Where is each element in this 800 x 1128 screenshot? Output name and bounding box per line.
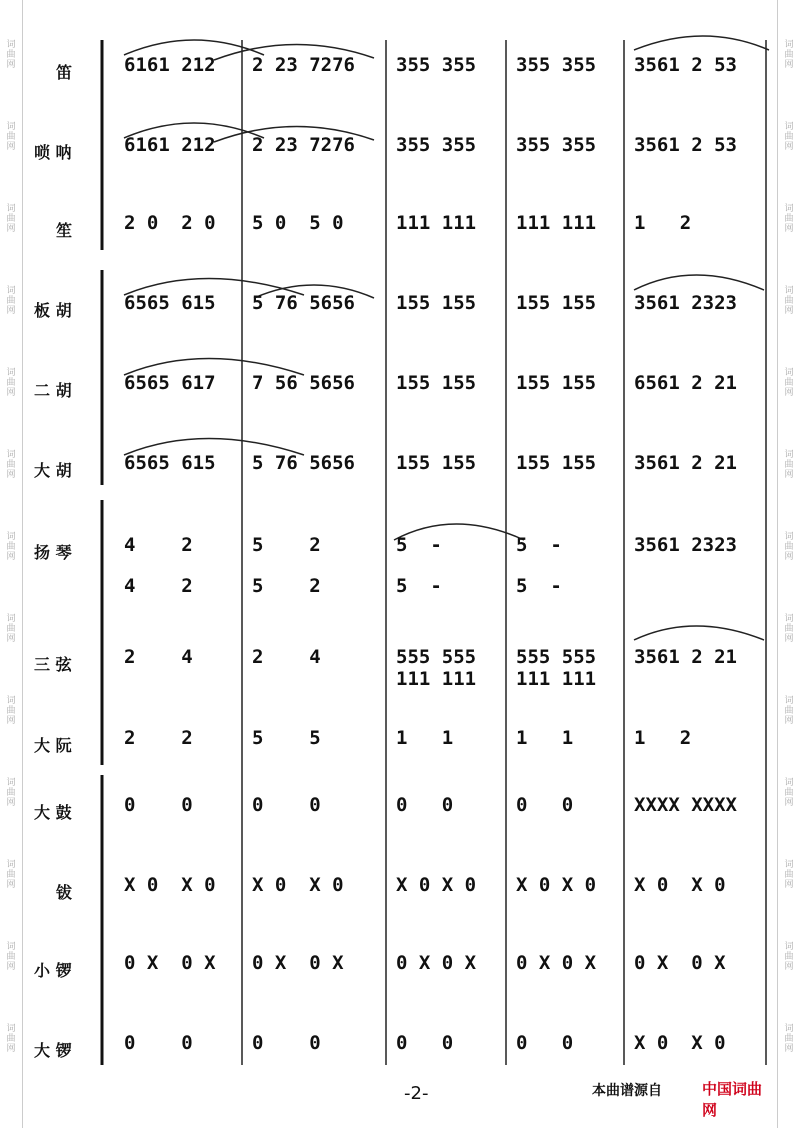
measure-cell: 1 2 xyxy=(634,727,692,749)
instrument-name: 大 鼓 xyxy=(34,803,72,822)
watermark-text: 词 曲 网 xyxy=(6,1024,16,1054)
measure-cell: 0 X 0 X xyxy=(124,952,216,974)
measure-cell: 5 76 5656 xyxy=(252,292,355,314)
right-watermark-strip xyxy=(777,0,800,1128)
measure-cell: 2 23 7276 xyxy=(252,54,355,76)
page-number: -2- xyxy=(404,1083,429,1104)
instrument-name: 板 胡 xyxy=(34,301,72,320)
watermark-text: 词 曲 网 xyxy=(784,942,794,972)
measure-cell: 2 23 7276 xyxy=(252,134,355,156)
measure-cell: 355 355 xyxy=(516,54,597,76)
measure-cell: 6565 615 xyxy=(124,292,216,314)
watermark-text: 词 曲 网 xyxy=(784,778,794,808)
source-label: 本曲谱源自 xyxy=(592,1083,662,1099)
watermark-text: 词 曲 网 xyxy=(6,204,16,234)
instrument-name: 三 弦 xyxy=(34,655,72,674)
measure-cell: X 0 X 0 xyxy=(634,874,726,896)
score-page xyxy=(24,0,776,1128)
measure-cell: XXXX XXXX xyxy=(634,794,737,816)
measure-cell: 4 2 xyxy=(124,534,193,556)
measure-cell: 355 355 xyxy=(396,54,477,76)
measure-cell: 155 155 xyxy=(516,452,597,474)
watermark-text: 词 曲 网 xyxy=(6,696,16,726)
measure-cell: 7 56 5656 xyxy=(252,372,355,394)
yangqin-lower-cell: 4 2 xyxy=(124,575,193,597)
watermark-text: 词 曲 网 xyxy=(6,532,16,562)
instrument-name: 扬 琴 xyxy=(34,543,72,562)
watermark-text: 词 曲 网 xyxy=(784,614,794,644)
watermark-text: 词 曲 网 xyxy=(784,696,794,726)
watermark-text: 词 曲 网 xyxy=(6,450,16,480)
measure-cell: 0 0 xyxy=(124,794,193,816)
measure-cell: X 0 X 0 xyxy=(396,874,477,896)
measure-cell: 2 0 2 0 xyxy=(124,212,216,234)
watermark-text: 词 曲 网 xyxy=(784,368,794,398)
measure-cell: X 0 X 0 xyxy=(634,1032,726,1054)
sanxian-lower-cell: 111 111 xyxy=(396,668,477,690)
measure-cell: 5 76 5656 xyxy=(252,452,355,474)
measure-cell: 155 155 xyxy=(516,292,597,314)
watermark-text: 词 曲 网 xyxy=(6,860,16,890)
measure-cell: X 0 X 0 xyxy=(252,874,344,896)
measure-cell: 3561 2 53 xyxy=(634,134,737,156)
measure-cell: 0 X 0 X xyxy=(634,952,726,974)
measure-cell: 1 1 xyxy=(516,727,574,749)
watermark-text: 词 曲 网 xyxy=(784,204,794,234)
instrument-name: 小 锣 xyxy=(34,961,72,980)
yangqin-lower-cell: 5 - xyxy=(516,575,562,597)
measure-cell: 3561 2 21 xyxy=(634,646,737,668)
measure-cell: 0 0 xyxy=(252,1032,321,1054)
watermark-text: 词 曲 网 xyxy=(6,942,16,972)
watermark-text: 词 曲 网 xyxy=(784,40,794,70)
measure-cell: 155 155 xyxy=(396,292,477,314)
instrument-name: 大 阮 xyxy=(34,736,72,755)
yangqin-lower-cell: 5 - xyxy=(396,575,442,597)
measure-cell: 6565 615 xyxy=(124,452,216,474)
measure-cell: 0 0 xyxy=(516,1032,574,1054)
measure-cell: 5 0 5 0 xyxy=(252,212,344,234)
watermark-text: 词 曲 网 xyxy=(784,122,794,152)
instrument-name: 笙 xyxy=(56,221,73,240)
measure-cell: 0 0 xyxy=(396,1032,454,1054)
watermark-text: 词 曲 网 xyxy=(6,40,16,70)
instrument-name: 钹 xyxy=(56,883,73,902)
watermark-text: 词 曲 网 xyxy=(6,614,16,644)
measure-cell: 3561 2 21 xyxy=(634,452,737,474)
measure-cell: 5 - xyxy=(516,534,562,556)
watermark-text: 词 曲 网 xyxy=(6,778,16,808)
watermark-text: 词 曲 网 xyxy=(784,286,794,316)
measure-cell: 155 155 xyxy=(396,452,477,474)
watermark-text: 词 曲 网 xyxy=(784,532,794,562)
instrument-name: 笛 xyxy=(56,63,73,82)
watermark-text: 词 曲 网 xyxy=(6,368,16,398)
measure-cell: 0 X 0 X xyxy=(396,952,477,974)
measure-cell: 3561 2323 xyxy=(634,534,737,556)
measure-cell: 111 111 xyxy=(396,212,477,234)
measure-cell: 355 355 xyxy=(516,134,597,156)
measure-cell: 155 155 xyxy=(396,372,477,394)
measure-cell: 6161 212 xyxy=(124,54,216,76)
measure-cell: 0 0 xyxy=(516,794,574,816)
measure-cell: 5 2 xyxy=(252,534,321,556)
left-watermark-strip xyxy=(0,0,23,1128)
measure-cell: 155 155 xyxy=(516,372,597,394)
watermark-text: 词 曲 网 xyxy=(784,450,794,480)
yangqin-lower-cell: 5 2 xyxy=(252,575,321,597)
measure-cell: X 0 X 0 xyxy=(124,874,216,896)
measure-cell: 0 X 0 X xyxy=(516,952,597,974)
instrument-name: 唢 呐 xyxy=(34,143,72,162)
watermark-text: 词 曲 网 xyxy=(784,860,794,890)
instrument-name: 二 胡 xyxy=(34,381,72,400)
measure-cell: X 0 X 0 xyxy=(516,874,597,896)
measure-cell: 3561 2323 xyxy=(634,292,737,314)
measure-cell: 0 0 xyxy=(252,794,321,816)
measure-cell: 2 2 xyxy=(124,727,193,749)
measure-cell: 0 X 0 X xyxy=(252,952,344,974)
measure-cell: 2 4 xyxy=(252,646,321,668)
measure-cell: 555 555 xyxy=(516,646,597,668)
measure-cell: 6161 212 xyxy=(124,134,216,156)
measure-cell: 1 2 xyxy=(634,212,692,234)
measure-cell: 555 555 xyxy=(396,646,477,668)
sanxian-lower-cell: 111 111 xyxy=(516,668,597,690)
instrument-name: 大 锣 xyxy=(34,1041,72,1060)
site-link[interactable]: 中国词曲网 xyxy=(702,1080,763,1119)
measure-cell: 6561 2 21 xyxy=(634,372,737,394)
measure-cell: 5 5 xyxy=(252,727,321,749)
measure-cell: 0 0 xyxy=(396,794,454,816)
measure-cell: 6565 617 xyxy=(124,372,216,394)
measure-cell: 111 111 xyxy=(516,212,597,234)
measure-cell: 1 1 xyxy=(396,727,454,749)
measure-cell: 0 0 xyxy=(124,1032,193,1054)
watermark-text: 词 曲 网 xyxy=(6,122,16,152)
watermark-text: 词 曲 网 xyxy=(784,1024,794,1054)
measure-cell: 2 4 xyxy=(124,646,193,668)
measure-cell: 5 - xyxy=(396,534,442,556)
measure-cell: 355 355 xyxy=(396,134,477,156)
measure-cell: 3561 2 53 xyxy=(634,54,737,76)
watermark-text: 词 曲 网 xyxy=(6,286,16,316)
instrument-name: 大 胡 xyxy=(34,461,72,480)
